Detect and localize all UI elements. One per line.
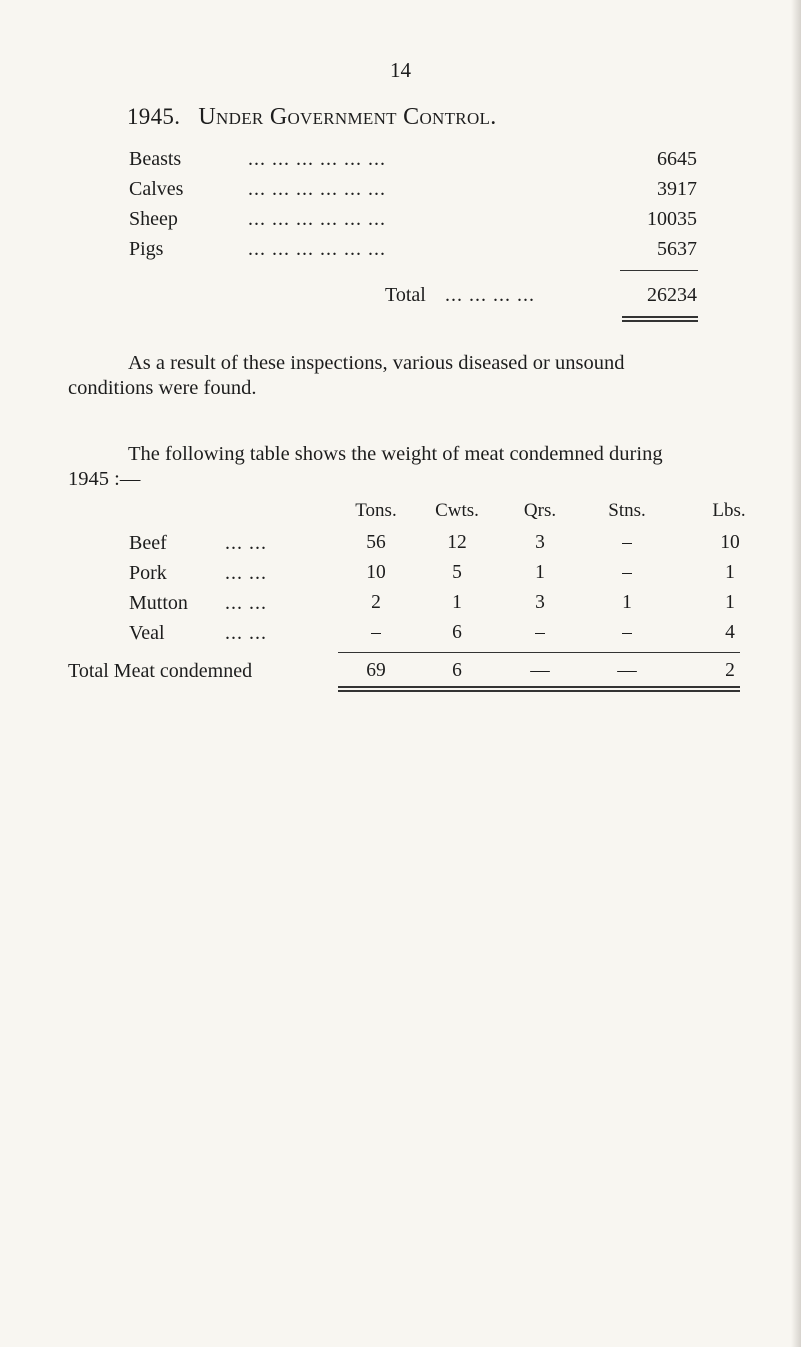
- meat-row-label: Mutton: [129, 592, 188, 614]
- table-cell: 1: [535, 562, 545, 583]
- leader-dots: ... ... ... ... ... ...: [248, 148, 386, 170]
- table-cell: –: [371, 622, 381, 643]
- leader-dots: ... ... ... ... ... ...: [248, 178, 386, 200]
- table-cell: 3: [535, 592, 545, 613]
- table-cell: 1: [452, 592, 462, 613]
- table-cell: 1: [725, 562, 735, 583]
- animal-value: 3917: [657, 178, 697, 200]
- table-cell: –: [622, 532, 632, 553]
- total-double-rule-top: [338, 686, 740, 688]
- column-header: Cwts.: [435, 500, 479, 521]
- leader-dots: ... ... ... ... ... ...: [248, 208, 386, 230]
- leader-dots: ... ... ... ... ... ...: [248, 238, 386, 260]
- table-cell: 2: [371, 592, 381, 613]
- animal-label: Pigs: [129, 238, 164, 260]
- page-edge-shadow: [791, 0, 801, 1347]
- leader-dots: ... ...: [225, 532, 267, 554]
- table-cell: —: [530, 660, 550, 681]
- animal-label: Calves: [129, 178, 184, 200]
- total-double-rule-bottom: [622, 320, 698, 322]
- animal-value: 10035: [647, 208, 697, 230]
- column-header: Lbs.: [712, 500, 746, 521]
- table-cell: 5: [452, 562, 462, 583]
- table-cell: 4: [725, 622, 735, 643]
- total-label: Total Meat condemned: [68, 660, 253, 682]
- animal-label: Sheep: [129, 208, 178, 230]
- table-cell: 1: [725, 592, 735, 613]
- paragraph-2-line-2: 1945 :—: [68, 468, 141, 490]
- table-cell: 6: [452, 622, 462, 643]
- column-header: Qrs.: [523, 500, 557, 521]
- table-cell: 10: [366, 562, 386, 583]
- leader-dots: ... ...: [225, 562, 267, 584]
- paragraph-1-line-2: conditions were found.: [68, 377, 257, 399]
- total-double-rule-bottom: [338, 690, 740, 692]
- animal-value: 5637: [657, 238, 697, 260]
- page-title: [127, 104, 497, 131]
- total-double-rule-top: [622, 316, 698, 318]
- table-cell: 69: [366, 660, 386, 681]
- title-text: Under Government Control.: [198, 104, 497, 130]
- paragraph-1-line-1: As a result of these inspections, various diseased or unsound: [128, 352, 625, 374]
- leader-dots: ... ...: [225, 622, 267, 644]
- meat-row-label: Veal: [129, 622, 165, 644]
- meat-row-label: Beef: [129, 532, 167, 554]
- subtotal-rule: [338, 652, 740, 653]
- meat-row-label: Pork: [129, 562, 167, 584]
- table-cell: 1: [622, 592, 632, 613]
- leader-dots: ... ... ... ...: [445, 284, 535, 306]
- table-cell: —: [617, 660, 637, 681]
- page-number: 14: [390, 58, 411, 82]
- subtotal-rule: [620, 270, 698, 271]
- table-cell: 3: [535, 532, 545, 553]
- table-cell: –: [535, 622, 545, 643]
- title-year: 1945.: [127, 104, 181, 129]
- column-header: Tons.: [355, 500, 397, 521]
- total-value: 26234: [647, 284, 697, 306]
- paragraph-2-line-1: The following table shows the weight of meat condemned during: [128, 443, 663, 465]
- table-cell: 56: [366, 532, 386, 553]
- table-cell: 2: [725, 660, 735, 681]
- animal-value: 6645: [657, 148, 697, 170]
- table-cell: 10: [720, 532, 740, 553]
- column-header: Stns.: [608, 500, 646, 521]
- table-cell: 12: [447, 532, 467, 553]
- table-cell: 6: [452, 660, 462, 681]
- table-cell: –: [622, 622, 632, 643]
- leader-dots: ... ...: [225, 592, 267, 614]
- table-cell: –: [622, 562, 632, 583]
- animal-label: Beasts: [129, 148, 182, 170]
- total-label: Total: [385, 284, 426, 306]
